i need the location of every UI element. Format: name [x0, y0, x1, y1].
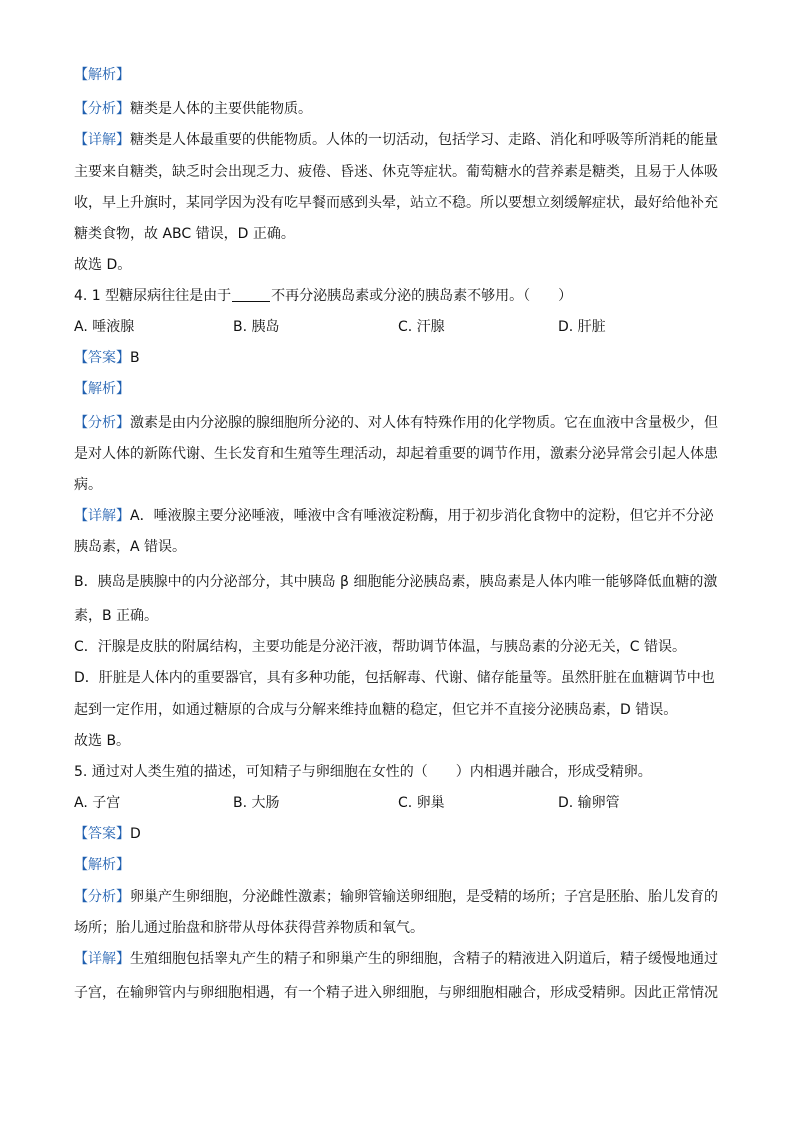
q3-xiangjie-line-2: 主要来自糖类，缺乏时会出现乏力、疲倦、昏迷、休克等症状。葡萄糖水的营养素是糖类，且易于人体吸: [74, 164, 718, 180]
q5-jiexi-heading: [74, 855, 130, 875]
fenxi-tag: 【分析】: [74, 415, 130, 431]
q4-jiexi-heading: [74, 379, 130, 399]
q5-stem: 5. 通过对人类生殖的描述，可知精子与卵细胞在女性的（ ）内相遇并融合，形成受精卵。: [74, 764, 652, 780]
jiexi-tag: 【解析】: [74, 381, 130, 397]
q4-fenxi-line-2: 是对人体的新陈代谢、生长发育和生殖等生理活动，却起着重要的调节作用，激素分泌异常会引起人体患: [74, 446, 718, 462]
q5-answer: [74, 824, 141, 844]
q4-xiangjie-a-line-2: 胰岛素，A 错误。: [74, 539, 187, 555]
q4-conclusion: 故选 B。: [74, 733, 131, 749]
q5-xiangjie-line-1: [74, 949, 718, 969]
jiexi-tag: 【解析】: [74, 67, 130, 83]
q4-xiangjie-b-line-1: B．胰岛是胰腺中的内分泌部分，其中胰岛 β 细胞能分泌胰岛素，胰岛素是人体内唯一能够降低血糖的激: [74, 574, 718, 590]
q4-xiangjie-a-line-1: [74, 506, 714, 526]
q4-stem-after: 不再分泌胰岛素或分泌的胰岛素不够用。（ ）: [271, 288, 573, 304]
q4-xiangjie-a-text-1: A．唾液腺主要分泌唾液，唾液中含有唾液淀粉酶，用于初步消化食物中的淀粉，但它并不分泌: [130, 508, 714, 524]
jiexi-tag: 【解析】: [74, 857, 130, 873]
q4-fenxi-text-1: 激素是由内分泌腺的腺细胞所分泌的、对人体有特殊作用的化学物质。它在血液中含量极少，但: [130, 415, 718, 431]
xiangjie-tag: 【详解】: [74, 508, 130, 524]
q3-xiangjie-text-1: 糖类是人体最重要的供能物质。人体的一切活动，包括学习、走路、消化和呼吸等所消耗的能量: [130, 132, 718, 148]
q5-option-a: A. 子宫: [74, 795, 121, 811]
q4-fenxi-line-1: [74, 413, 718, 433]
q4-fenxi-line-3: 病。: [74, 477, 102, 493]
xiangjie-tag: 【详解】: [74, 951, 130, 967]
q3-xiangjie-line-1: [74, 130, 718, 150]
q4-option-a: A. 唾液腺: [74, 319, 135, 335]
q4-stem-before: 4. 1 型糖尿病往往是由于: [74, 288, 232, 304]
q4-xiangjie-d-line-1: D．肝脏是人体内的重要器官，具有多种功能，包括解毒、代谢、储存能量等。虽然肝脏在血糖调节中也: [74, 670, 715, 686]
q3-fenxi-text: 糖类是人体的主要供能物质。: [130, 101, 312, 117]
q3-xiangjie-line-3: 收，早上升旗时，某同学因为没有吃早餐而感到头晕，站立不稳。所以要想立刻缓解症状，最好给他补充: [74, 195, 718, 211]
q5-option-b: B. 大肠: [233, 795, 280, 811]
q4-xiangjie-c-line-1: C．汗腺是皮肤的附属结构，主要功能是分泌汗液，帮助调节体温，与胰岛素的分泌无关，C 错误。: [74, 639, 686, 655]
q4-option-b: B. 胰岛: [233, 319, 280, 335]
q5-fenxi-line-2: 场所；胎儿通过胎盘和脐带从母体获得营养物质和氧气。: [74, 920, 424, 936]
q4-answer: [74, 348, 140, 368]
q5-xiangjie-line-2: 子宫，在输卵管内与卵细胞相遇，有一个精子进入卵细胞，与卵细胞相融合，形成受精卵。因此正常情况: [74, 985, 718, 1001]
q5-option-c: C. 卵巢: [398, 795, 445, 811]
q5-xiangjie-text-1: 生殖细胞包括睾丸产生的精子和卵巢产生的卵细胞，含精子的精液进入阴道后，精子缓慢地通过: [130, 951, 718, 967]
q5-option-d: D. 输卵管: [558, 795, 620, 811]
q5-fenxi-line-1: [74, 887, 718, 907]
answer-tag: 【答案】: [74, 350, 130, 366]
q3-conclusion: 故选 D。: [74, 257, 132, 273]
q4-xiangjie-b-line-2: 素，B 正确。: [74, 608, 159, 624]
answer-tag: 【答案】: [74, 826, 130, 842]
q5-answer-value: D: [130, 826, 141, 842]
fenxi-tag: 【分析】: [74, 889, 130, 905]
q3-jiexi-heading: [74, 65, 130, 85]
xiangjie-tag: 【详解】: [74, 132, 130, 148]
q3-xiangjie-line-4: 糖类食物，故 ABC 错误，D 正确。: [74, 226, 295, 242]
q4-option-d: D. 肝脏: [558, 319, 606, 335]
q4-xiangjie-d-line-2: 起到一定作用，如通过糖原的合成与分解来维持血糖的稳定，但它并不直接分泌胰岛素，D 错误。: [74, 702, 678, 718]
q4-option-c: C. 汗腺: [398, 319, 445, 335]
q3-fenxi: [74, 99, 312, 119]
q4-answer-value: B: [130, 350, 140, 366]
q4-stem: [74, 286, 572, 306]
q5-fenxi-text-1: 卵巢产生卵细胞，分泌雌性激素；输卵管输送卵细胞，是受精的场所；子宫是胚胎、胎儿发育的: [130, 889, 718, 905]
answer-blank: [232, 287, 270, 302]
fenxi-tag: 【分析】: [74, 101, 130, 117]
